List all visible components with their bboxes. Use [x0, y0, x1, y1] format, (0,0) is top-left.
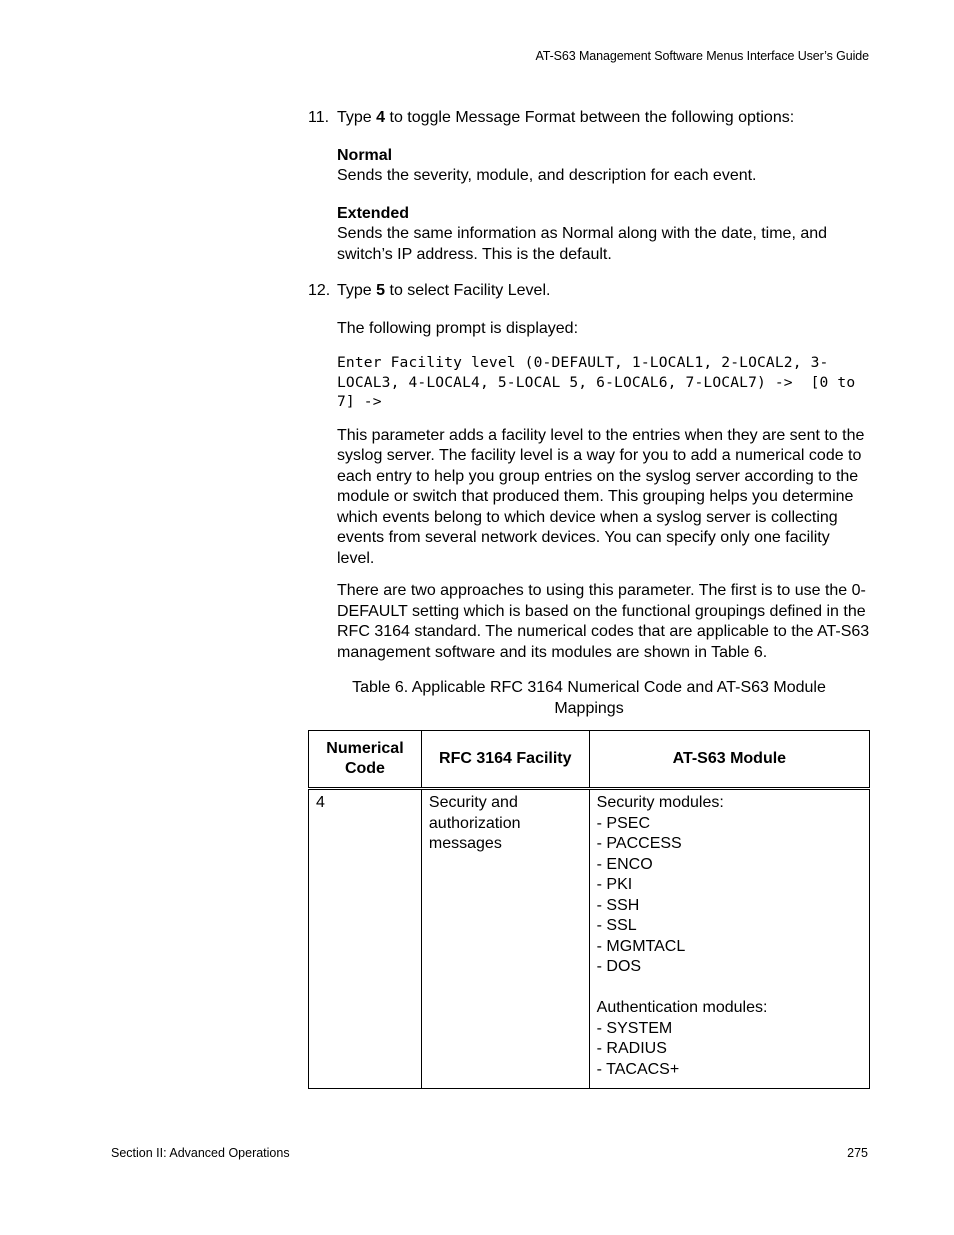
key-text: 4 [376, 109, 386, 126]
code-cell: 4 [309, 789, 422, 1089]
module-item: - ENCO [596, 855, 653, 873]
step-text: Type 5 to select Facility Level. [337, 282, 551, 299]
module-item: - TACACS+ [596, 1060, 680, 1078]
step-11 [308, 108, 870, 265]
page-number: 275 [847, 1146, 868, 1160]
step-number: 11. [308, 109, 330, 126]
module-item: - SSL [596, 917, 637, 934]
paragraph: This parameter adds a facility level to the entries when they are sent to the syslog server. The facility level is a way for you to add a numerical code to each entry to help you group entries on the syslog server according to the module or switch that produced them. This grouping helps you determine which events belong to which device when a syslog server is collecting events from several network devices. You can specify only one facility level. [337, 426, 865, 567]
column-header: Numerical Code [309, 731, 422, 789]
table-header-row [309, 731, 870, 789]
module-item: - RADIUS [596, 1040, 667, 1057]
module-item: - PKI [596, 876, 633, 893]
spacer [597, 978, 862, 999]
running-header: AT-S63 Management Software Menus Interface User’s Guide [535, 49, 869, 63]
column-header: AT-S63 Module [589, 731, 869, 789]
option-description: Sends the same information as Normal along with the date, time, and switch’s IP address. This is the default. [337, 225, 828, 263]
key-text: 5 [376, 282, 386, 299]
step-text: Type 4 to toggle Message Format between the following options: [337, 109, 795, 126]
module-item: - SSH [596, 896, 640, 914]
facility-cell: Security and authorization messages [421, 789, 589, 1089]
command-prompt: Enter Facility level (0-DEFAULT, 1-LOCAL1, 2-LOCAL2, 3-LOCAL3, 4-LOCAL4, 5-LOCAL 5, 6-LOCAL6, 7-LOCAL7) -> [0 to 7] -> [337, 354, 865, 410]
table-caption: Table 6. Applicable RFC 3164 Numerical Code and AT-S63 Module Mappings [352, 679, 826, 717]
module-cell [589, 789, 869, 1089]
option-title: Extended [337, 204, 410, 222]
table-row [309, 789, 870, 1089]
page-content [308, 108, 870, 1089]
module-heading: Security modules: [596, 794, 724, 811]
paragraph: There are two approaches to using this parameter. The first is to use the 0-DEFAULT setting which is based on the functional groupings defined in the RFC 3164 standard. The numerical codes that are applicable to the AT-S63 management software and its modules are shown in Table 6. [337, 582, 870, 661]
footer-section: Section II: Advanced Operations [111, 1146, 290, 1160]
module-item: - MGMTACL [596, 937, 686, 955]
module-item: - PACCESS [596, 835, 682, 852]
prompt-intro: The following prompt is displayed: [337, 319, 579, 337]
step-12 [308, 281, 870, 663]
module-item: - SYSTEM [596, 1019, 673, 1037]
mapping-table [308, 730, 870, 1089]
module-item: - PSEC [596, 814, 650, 832]
module-item: - DOS [596, 958, 642, 975]
option-description: Sends the severity, module, and description for each event. [337, 167, 757, 184]
option-title: Normal [337, 146, 393, 164]
module-heading: Authentication modules: [596, 999, 768, 1016]
step-number: 12. [308, 282, 331, 299]
column-header: RFC 3164 Facility [421, 731, 589, 789]
